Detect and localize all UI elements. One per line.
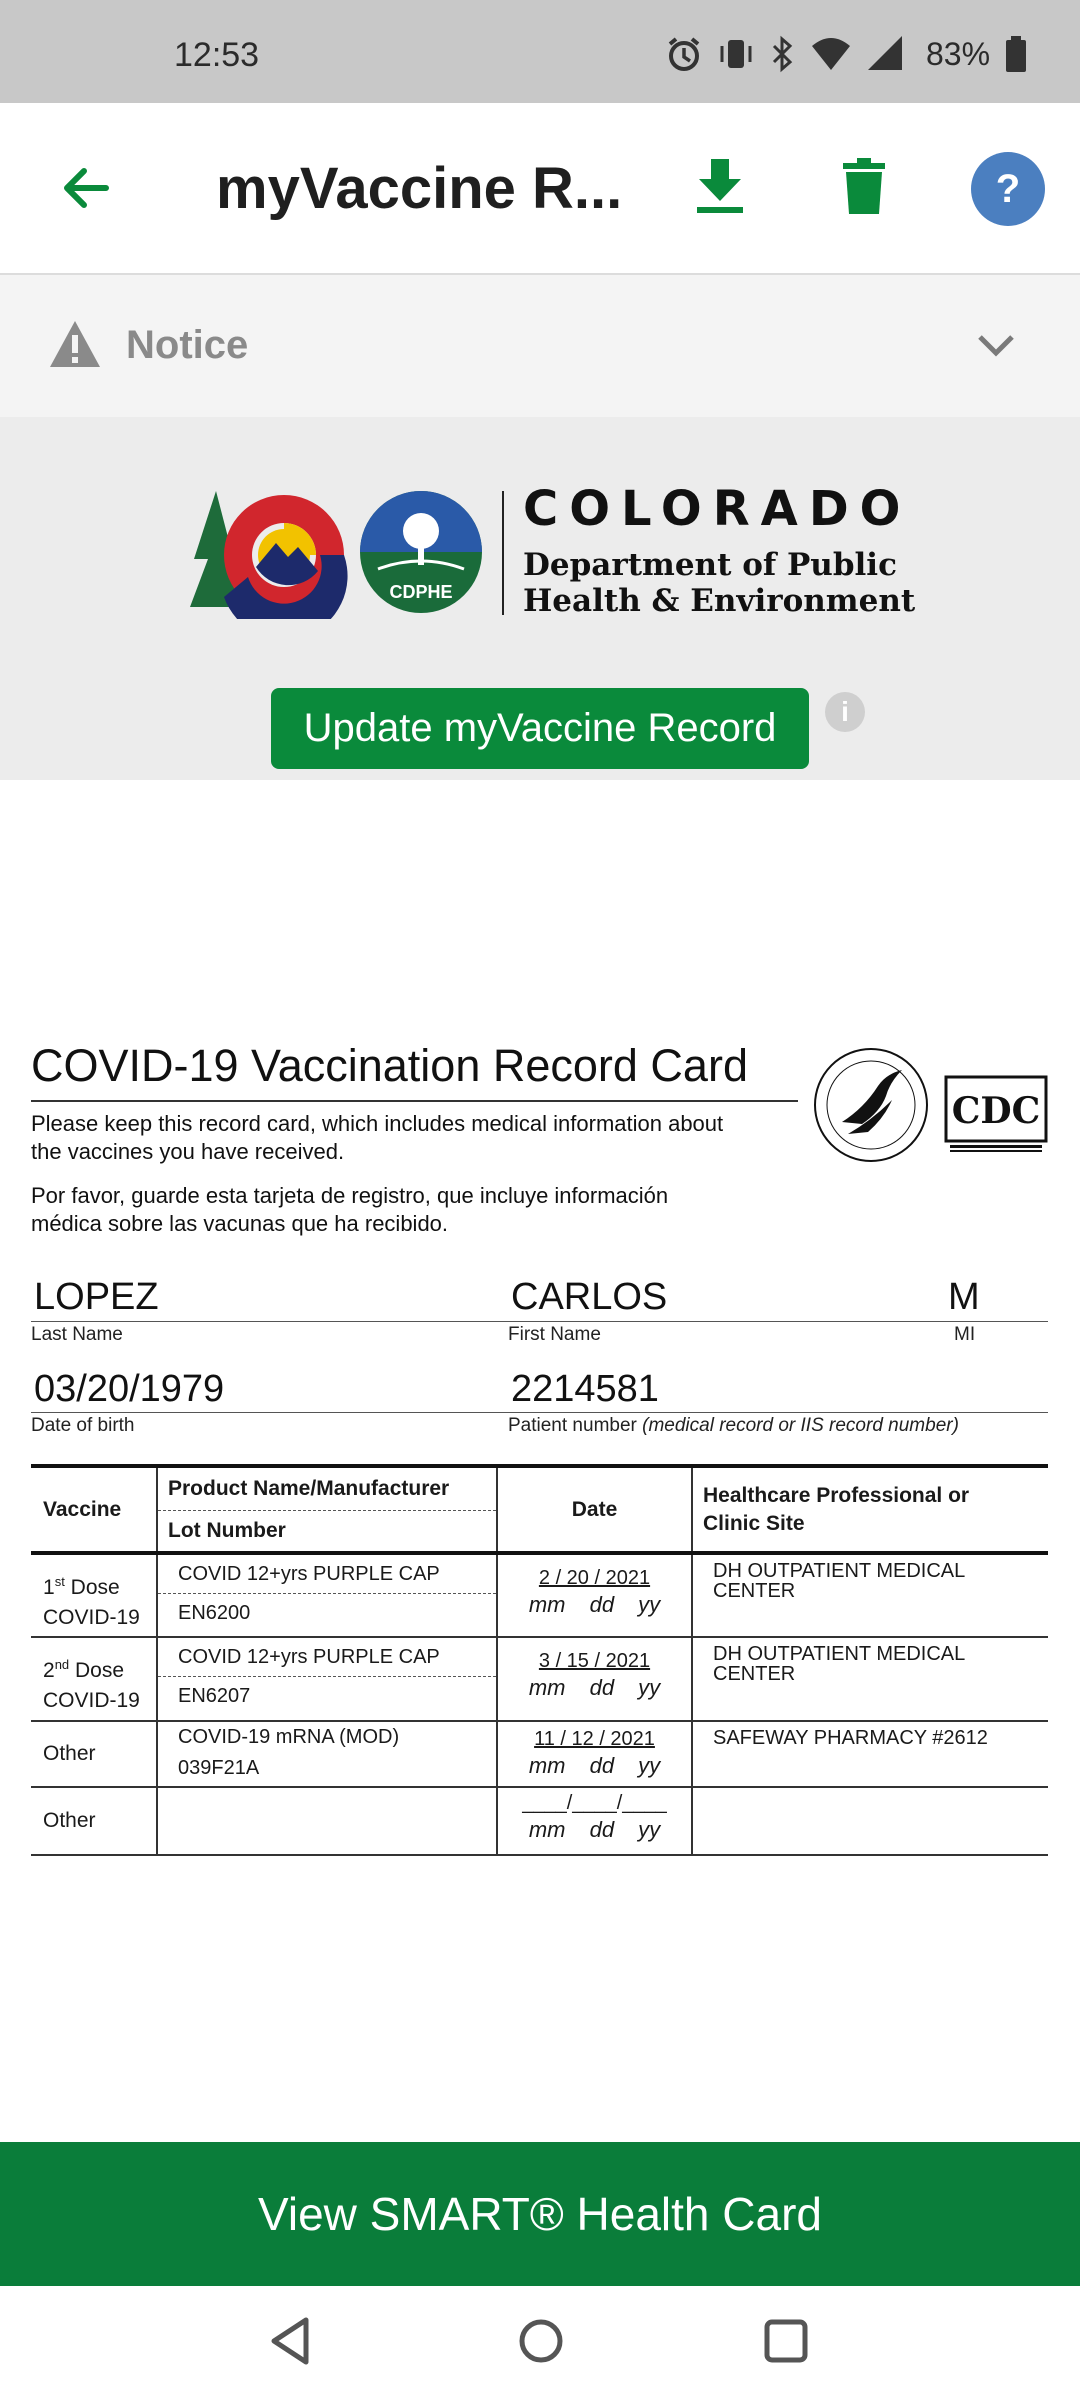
date-format-label: mm dd yy — [528, 1675, 661, 1700]
mi-value: M — [948, 1276, 980, 1318]
status-time: 12:53 — [174, 36, 260, 74]
product-name: COVID 12+yrs PURPLE CAP — [158, 1555, 496, 1594]
dob-line — [31, 1412, 1048, 1413]
arrow-left-icon — [58, 161, 112, 215]
date-value: ____/____/____ — [522, 1792, 667, 1814]
card-title: COVID-19 Vaccination Record Card — [31, 1040, 748, 1091]
patient-number-value: 2214581 — [511, 1368, 659, 1410]
dose-suffix: st — [54, 1574, 65, 1589]
product-cell — [157, 1721, 497, 1787]
dose-number: 1 — [43, 1576, 55, 1599]
product-name: COVID 12+yrs PURPLE CAP — [158, 1638, 496, 1677]
signal-icon — [866, 34, 904, 74]
site-cell: DH OUTPATIENT MEDICAL CENTER — [692, 1553, 1048, 1637]
warning-icon — [48, 319, 102, 369]
col-date: Date — [497, 1466, 692, 1553]
delete-button[interactable] — [834, 153, 894, 219]
vaccine-cell — [31, 1787, 157, 1855]
last-name-label: Last Name — [31, 1324, 123, 1345]
col-site-line2: Clinic Site — [703, 1511, 805, 1535]
dob-value: 03/20/1979 — [34, 1368, 225, 1410]
vaccine-cell — [31, 1553, 157, 1637]
hhs-seal-icon — [812, 1046, 930, 1164]
download-button[interactable] — [690, 153, 750, 219]
intro-spanish: Por favor, guarde esta tarjeta de registro, que incluye información médica sobre las vacunas que ha recibido. — [31, 1183, 669, 1236]
col-product: Product Name/Manufacturer — [158, 1468, 496, 1511]
help-icon: ? — [995, 166, 1021, 211]
vaccine-cell — [31, 1637, 157, 1721]
department-line1: Department of Public — [523, 547, 897, 583]
date-cell — [497, 1787, 692, 1855]
chevron-down-icon — [976, 331, 1016, 359]
product-cell — [157, 1787, 497, 1855]
bluetooth-icon — [768, 34, 796, 74]
date-format-label: mm dd yy — [528, 1592, 661, 1617]
site-cell — [692, 1787, 1048, 1855]
notice-label: Notice — [126, 323, 249, 367]
dose-word: Dose — [70, 1576, 120, 1599]
cdc-logo-text: CDC — [951, 1090, 1041, 1132]
dose-word: Dose — [75, 1659, 125, 1682]
col-site-line1: Healthcare Professional or — [703, 1483, 970, 1507]
vaccine-name: COVID-19 — [43, 1689, 140, 1712]
vibrate-icon — [718, 34, 754, 74]
date-value: 2 / 20 / 2021 — [538, 1567, 651, 1589]
patient-number-label: Patient number — [508, 1415, 637, 1436]
first-name-label: First Name — [508, 1324, 601, 1345]
table-row — [31, 1787, 1048, 1855]
header-area — [0, 417, 1080, 780]
department-line2: Health & Environment — [523, 583, 916, 619]
battery-icon — [1004, 34, 1028, 74]
lot-number: 039F21A — [178, 1756, 260, 1779]
nav-back-icon[interactable] — [266, 2316, 314, 2366]
table-row — [31, 1721, 1048, 1787]
status-icons — [664, 32, 1028, 76]
wifi-icon — [810, 34, 852, 74]
back-button[interactable] — [52, 155, 118, 221]
dose-number: 2 — [43, 1659, 55, 1682]
cdphe-text: CDPHE — [389, 582, 453, 602]
view-smart-health-card-button[interactable]: View SMART® Health Card — [0, 2142, 1080, 2286]
vaccine-cell — [31, 1721, 157, 1787]
col-product-lot — [157, 1466, 497, 1553]
first-name-value: CARLOS — [511, 1276, 668, 1318]
nav-home-icon[interactable] — [516, 2316, 566, 2366]
lot-number: EN6207 — [178, 1684, 251, 1707]
app-bar — [0, 103, 1080, 275]
page-title: myVaccine R... — [216, 156, 623, 221]
cdc-logo — [944, 1075, 1048, 1155]
logo-divider — [502, 491, 504, 615]
name-line — [31, 1321, 1048, 1322]
patient-number-note: (medical record or IIS record number) — [642, 1415, 959, 1436]
record-table — [31, 1464, 1048, 1856]
dob-label: Date of birth — [31, 1415, 135, 1436]
status-bar — [0, 0, 1080, 103]
vaccine-name: Other — [43, 1742, 96, 1765]
site-cell: DH OUTPATIENT MEDICAL CENTER — [692, 1637, 1048, 1721]
product-cell — [157, 1553, 497, 1637]
system-nav-bar — [0, 2286, 1080, 2400]
trash-icon — [841, 157, 887, 215]
state-name: COLORADO — [523, 481, 912, 537]
date-value: 3 / 15 / 2021 — [538, 1650, 651, 1672]
col-site — [692, 1466, 1048, 1553]
nav-recents-icon[interactable] — [763, 2318, 809, 2364]
download-icon — [695, 157, 745, 215]
dose-suffix: nd — [54, 1657, 70, 1672]
mi-label: MI — [954, 1324, 976, 1345]
notice-bar[interactable] — [0, 275, 1080, 417]
patient-number-label-block — [508, 1415, 959, 1437]
alarm-icon — [664, 34, 704, 74]
date-cell — [497, 1637, 692, 1721]
help-button[interactable] — [971, 152, 1045, 226]
site-cell: SAFEWAY PHARMACY #2612 — [692, 1721, 1048, 1787]
date-cell — [497, 1721, 692, 1787]
intro-english: Please keep this record card, which includes medical information about the vaccines you have received. — [31, 1111, 724, 1164]
info-icon[interactable]: i — [825, 692, 865, 732]
battery-percent: 83% — [926, 35, 991, 72]
date-cell — [497, 1553, 692, 1637]
table-header-row — [31, 1466, 1048, 1553]
table-row — [31, 1553, 1048, 1637]
date-format-label: mm dd yy — [528, 1817, 661, 1842]
col-lot: Lot Number — [168, 1519, 286, 1542]
product-name: COVID-19 mRNA (MOD) — [178, 1725, 400, 1748]
date-value: 11 / 12 / 2021 — [534, 1728, 655, 1750]
product-cell — [157, 1637, 497, 1721]
vaccine-name: Other — [43, 1809, 96, 1832]
date-format-label: mm dd yy — [528, 1753, 661, 1778]
colorado-logo — [186, 489, 356, 619]
update-record-button[interactable]: Update myVaccine Record — [271, 688, 809, 769]
card-title-underline — [31, 1100, 798, 1102]
table-row — [31, 1637, 1048, 1721]
last-name-value: LOPEZ — [34, 1276, 159, 1318]
col-vaccine: Vaccine — [31, 1466, 157, 1553]
lot-number: EN6200 — [178, 1601, 251, 1624]
vaccine-name: COVID-19 — [43, 1606, 140, 1629]
